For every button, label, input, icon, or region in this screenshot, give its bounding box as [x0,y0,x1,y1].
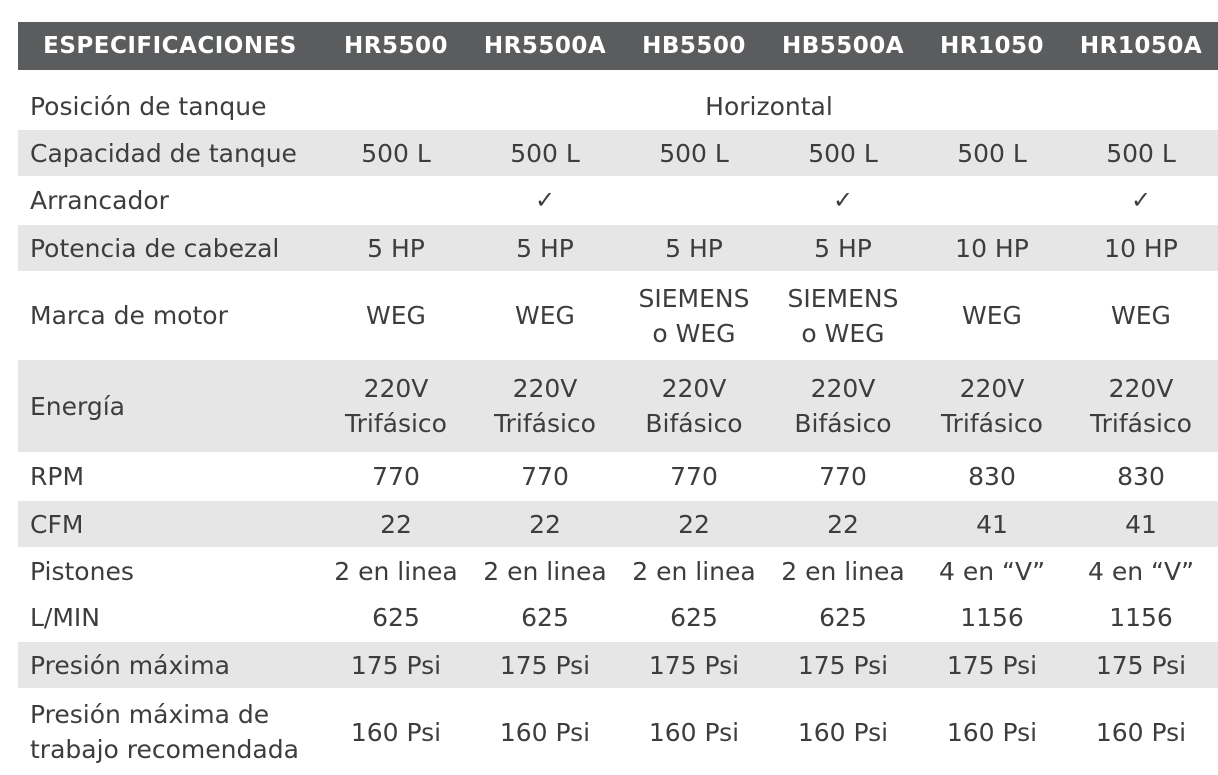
row-lmin [18,594,1218,640]
row-label: Energía [30,391,125,421]
table-cell [322,360,470,452]
header-title: ESPECIFICACIONES [43,33,297,59]
checkmark-icon: ✓ [534,185,556,214]
row-label: Capacidad de tanque [30,138,297,168]
header-model: HR5500 [344,33,448,59]
table-cell: 160 Psi [946,717,1038,747]
table-cell: 22 [827,509,859,539]
table-cell: 22 [678,509,710,539]
cell-line: 220V [1108,374,1174,403]
row-posicion [18,85,1218,128]
table-cell: 830 [1117,461,1165,491]
table-cell: 770 [670,461,718,491]
row-rpm [18,453,1218,499]
table-cell: 625 [521,602,569,632]
checkmark-icon: ✓ [1130,185,1152,214]
table-cell: 160 Psi [648,717,740,747]
label-line: Presión máxima de [30,700,270,729]
table-cell: 160 Psi [1095,717,1187,747]
cell-line: Trifásico [941,409,1043,438]
checkmark-icon [322,177,470,223]
header-model: HR1050A [1079,33,1203,59]
row-potencia [18,225,1218,271]
table-cell: 2 en linea [483,556,607,586]
table-cell: 41 [1125,509,1157,539]
table-cell: 500 L [1106,138,1176,168]
table-cell: 625 [670,602,718,632]
table-cell [620,360,768,452]
cell-line: WEG [962,301,1022,330]
table-cell: 4 en “V” [1087,556,1195,586]
table-cell [1067,272,1215,359]
table-cell [471,360,619,452]
table-cell: 160 Psi [350,717,442,747]
table-cell: 625 [372,602,420,632]
table-cell: 175 Psi [350,650,442,680]
table-cell: 175 Psi [1095,650,1187,680]
table-cell: 625 [819,602,867,632]
table-cell [918,272,1066,359]
table-cell: 22 [380,509,412,539]
table-cell: 175 Psi [648,650,740,680]
table-cell: 500 L [361,138,431,168]
cell-line: 220V [512,374,578,403]
cell-line: 220V [363,374,429,403]
table-cell [769,272,917,359]
table-cell: 2 en linea [781,556,905,586]
row-label: Pistones [30,556,134,586]
table-cell: 22 [529,509,561,539]
table-cell [769,360,917,452]
table-cell: 1156 [1109,602,1173,632]
cell-line: Trifásico [345,409,447,438]
row-label: RPM [30,461,85,491]
table-cell: 175 Psi [946,650,1038,680]
table-cell: 2 en linea [334,556,458,586]
table-cell: 770 [819,461,867,491]
spanning-value: Horizontal [705,92,833,121]
cell-line: 220V [661,374,727,403]
cell-line: Bifásico [794,409,892,438]
cell-line: SIEMENS [638,283,750,313]
table-cell [1067,360,1215,452]
row-label: CFM [30,509,84,539]
table-cell: 500 L [808,138,878,168]
cell-line: o WEG [652,318,736,348]
cell-line: 220V [810,374,876,403]
table-cell: 5 HP [516,233,574,263]
table-cell: 10 HP [955,233,1029,263]
label-line: trabajo recomendada [30,735,299,764]
cell-line: Trifásico [1090,409,1192,438]
row-capacidad [18,130,1218,176]
table-cell: 160 Psi [499,717,591,747]
header-model: HR5500A [483,33,607,59]
cell-line: Trifásico [494,409,596,438]
cell-line: WEG [1111,301,1171,330]
row-label: L/MIN [30,602,100,632]
row-marca [18,272,1218,359]
checkmark-icon: ✓ [832,185,854,214]
row-label: Posición de tanque [30,92,267,121]
table-cell: 500 L [510,138,580,168]
table-cell: 770 [372,461,420,491]
table-cell [322,272,470,359]
checkmark-icon [918,177,1066,223]
header-model: HB5500A [781,33,905,59]
cell-line: WEG [515,301,575,330]
cell-line: Bifásico [645,409,743,438]
table-cell [918,360,1066,452]
cell-line: 220V [959,374,1025,403]
cell-line: o WEG [801,318,885,348]
table-cell [620,272,768,359]
table-cell: 4 en “V” [938,556,1046,586]
table-cell: 5 HP [814,233,872,263]
row-arrancador [18,177,1218,223]
cell-line: WEG [366,301,426,330]
table-cell: 770 [521,461,569,491]
row-presion-recomendada [18,689,1218,775]
checkmark-icon [620,177,768,223]
row-cfm [18,501,1218,547]
table-header [18,22,1218,70]
table-cell: 2 en linea [632,556,756,586]
row-energia [18,360,1218,452]
table-cell: 175 Psi [797,650,889,680]
table-cell: 1156 [960,602,1024,632]
row-label: Arrancador [30,185,169,215]
table-cell: 41 [976,509,1008,539]
row-label: Marca de motor [30,301,228,330]
header-model: HB5500 [642,33,746,59]
row-pistones [18,548,1218,594]
row-presion-maxima [18,642,1218,688]
table-cell: 175 Psi [499,650,591,680]
table-cell: 500 L [957,138,1027,168]
table-cell: 5 HP [665,233,723,263]
table-cell: 5 HP [367,233,425,263]
table-cell: 500 L [659,138,729,168]
table-cell: 160 Psi [797,717,889,747]
cell-line: SIEMENS [787,283,899,313]
table-cell: 10 HP [1104,233,1178,263]
row-label: Potencia de cabezal [30,233,280,263]
table-cell [471,272,619,359]
table-cell: 830 [968,461,1016,491]
header-model: HR1050 [940,33,1044,59]
row-label: Presión máxima [30,650,230,680]
row-label [30,689,299,775]
